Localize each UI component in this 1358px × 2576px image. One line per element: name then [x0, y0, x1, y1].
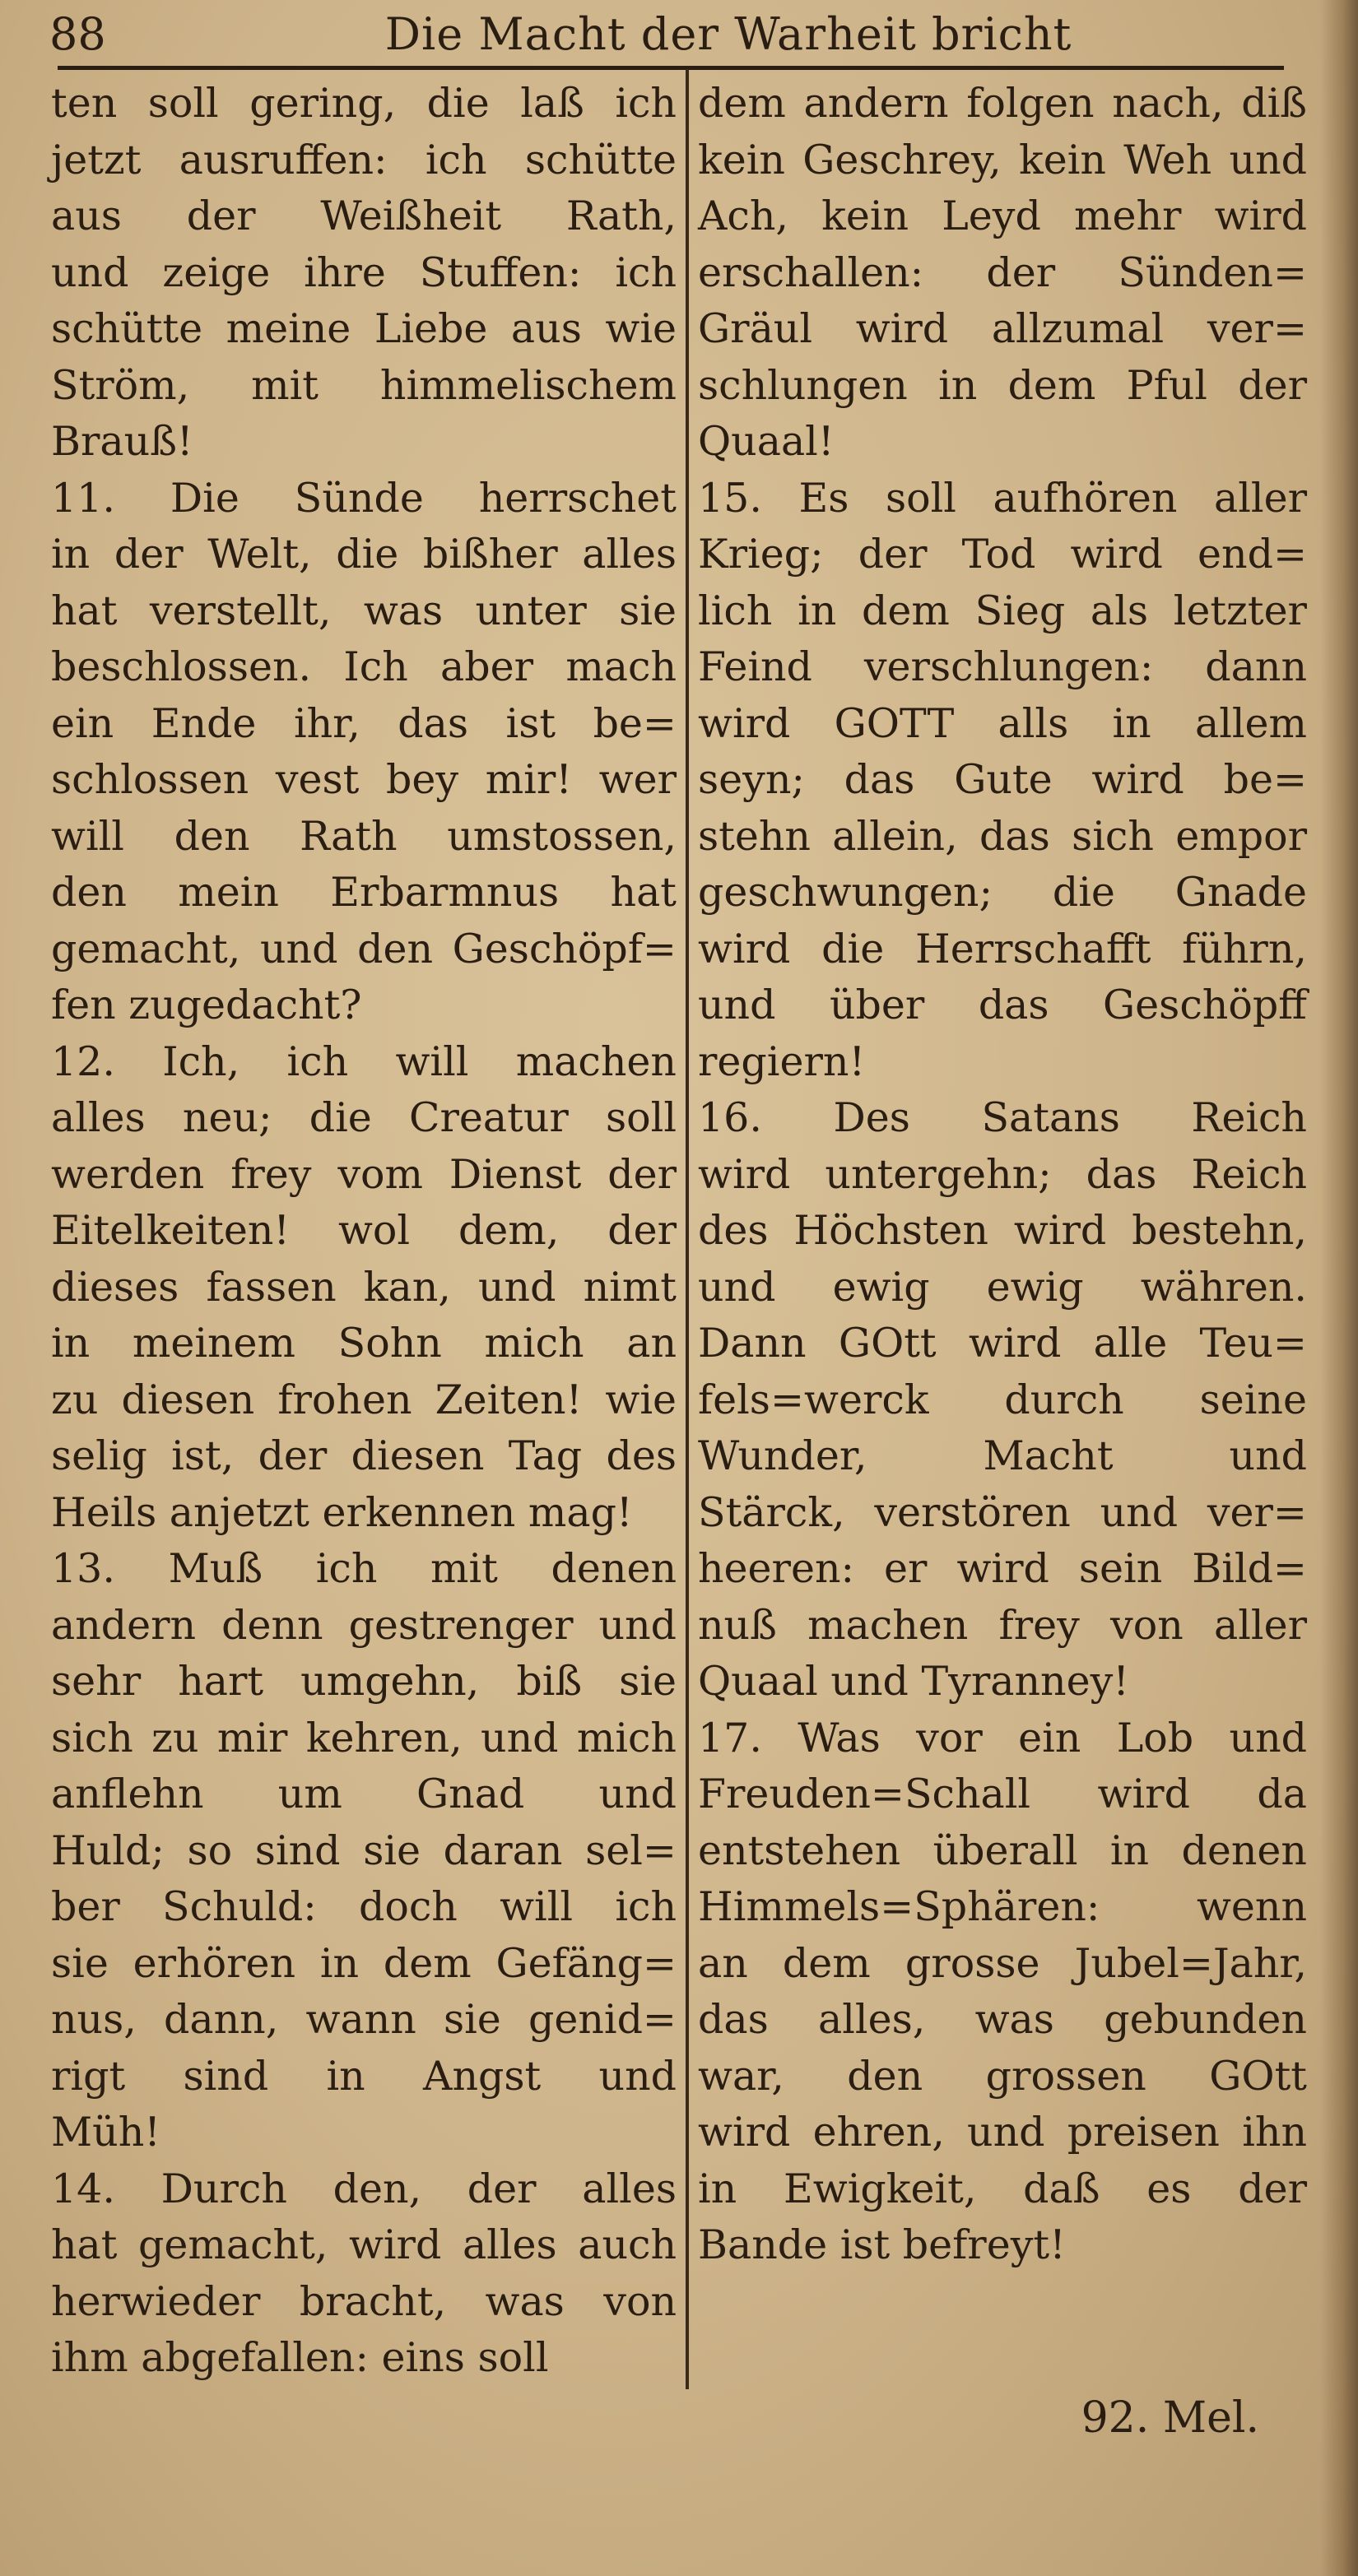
text-line: werden frey vom Dienst der [51, 1150, 677, 1198]
text-line: Heils anjetzt erkennen mag! [51, 1488, 633, 1536]
text-line: den mein Erbarmnus hat [51, 869, 677, 916]
text-line: Brauß! [51, 418, 193, 465]
text-line: fen zugedacht? [51, 982, 362, 1028]
text-line: in der Welt, die bißher alles [51, 531, 677, 578]
text-line: ber Schuld: doch will ich [51, 1883, 677, 1930]
text-line: Stärck, verstören und ver= [698, 1488, 1307, 1536]
text-line: zu diesen frohen Zeiten! wie [51, 1376, 677, 1423]
text-line: nus, dann, wann sie genid= [51, 1996, 677, 2043]
text-line: wird untergehn; das Reich [698, 1150, 1307, 1198]
text-line: Huld; so sind sie daran sel= [51, 1826, 677, 1874]
text-line: sehr hart umgehn, biß sie [51, 1658, 677, 1705]
text-line: herwieder bracht, was von [51, 2277, 677, 2325]
text-line: aus der Weißheit Rath, [51, 193, 677, 239]
text-line: Bande ist befreyt! [698, 2221, 1066, 2268]
text-line: Ach, kein Leyd mehr wird [698, 193, 1307, 239]
text-line: entstehen überall in denen [698, 1826, 1307, 1874]
text-line: und zeige ihre Stuffen: ich [51, 248, 677, 296]
text-line: 12. Ich, ich will machen [51, 1037, 677, 1085]
text-line: Quaal und Tyranney! [698, 1658, 1129, 1705]
text-line: schlungen in dem Pful der [698, 361, 1307, 409]
text-line: schlossen vest bey mir! wer [51, 756, 677, 803]
text-line: Feind verschlungen: dann [698, 643, 1307, 690]
text-line: jetzt ausruffen: ich schütte [51, 136, 677, 183]
text-line: 17. Was vor ein Lob und [698, 1714, 1307, 1761]
text-line: lich in dem Sieg als letzter [698, 587, 1307, 634]
text-line: Gräul wird allzumal ver= [698, 305, 1307, 352]
text-line: stehn allein, das sich empor [698, 812, 1307, 860]
text-line: kein Geschrey, kein Weh und [698, 136, 1307, 183]
header-rule [58, 66, 1284, 70]
column-divider [686, 69, 689, 2389]
text-line: Freuden=Schall wird da [698, 1771, 1307, 1817]
text-line: hat gemacht, wird alles auch [51, 2221, 677, 2268]
right-column [698, 76, 1307, 2274]
catchword: 92. Mel. [1081, 2393, 1259, 2443]
text-line: Himmels=Sphären: wenn [698, 1883, 1307, 1930]
text-line: wird GOTT alls in allem [698, 699, 1307, 747]
text-line: und über das Geschöpff [698, 982, 1307, 1028]
text-line: erschallen: der Sünden= [698, 248, 1307, 296]
page-header [49, 7, 1284, 63]
text-line: andern denn gestrenger und [51, 1601, 677, 1649]
text-line: Dann GOtt wird alle Teu= [698, 1320, 1307, 1367]
text-line: schütte meine Liebe aus wie [51, 305, 677, 352]
text-line: ihm abgefallen: eins soll [51, 2334, 549, 2381]
text-line: hat verstellt, was unter sie [51, 587, 677, 634]
running-title: Die Macht der Warheit bricht [384, 8, 1072, 60]
text-line: beschlossen. Ich aber mach [51, 643, 677, 690]
text-line: Ström, mit himmelischem [51, 361, 677, 409]
text-line: dieses fassen kan, und nimt [51, 1263, 677, 1311]
text-line: 13. Muß ich mit denen [51, 1545, 677, 1592]
text-line: des Höchsten wird bestehn, [698, 1207, 1307, 1254]
text-line: 16. Des Satans Reich [698, 1094, 1307, 1141]
text-line: 14. Durch den, der alles [51, 2165, 677, 2212]
text-line: wird die Herrschafft führn, [698, 925, 1307, 972]
text-line: selig ist, der diesen Tag des [51, 1432, 677, 1479]
page-edge-shadow [1320, 0, 1358, 2576]
text-line: Wunder, Macht und [698, 1432, 1307, 1479]
page-number: 88 [49, 8, 106, 60]
text-line: wird ehren, und preisen ihn [698, 2109, 1307, 2156]
text-line: Krieg; der Tod wird end= [698, 531, 1307, 578]
text-line: dem andern folgen nach, diß [698, 80, 1307, 127]
text-line: sie erhören in dem Gefäng= [51, 1939, 677, 1987]
text-line: anflehn um Gnad und [51, 1771, 677, 1817]
text-line: das alles, was gebunden [698, 1996, 1307, 2043]
text-line: ten soll gering, die laß ich [51, 80, 677, 127]
text-line: 15. Es soll aufhören aller [698, 474, 1307, 522]
text-line: Quaal! [698, 418, 835, 465]
text-line: war, den grossen GOtt [698, 2052, 1307, 2100]
text-line: an dem grosse Jubel=Jahr, [698, 1939, 1307, 1987]
text-line: in meinem Sohn mich an [51, 1320, 677, 1367]
text-line: rigt sind in Angst und [51, 2052, 677, 2100]
text-line: 11. Die Sünde herrschet [51, 474, 677, 522]
text-line: nuß machen frey von aller [698, 1601, 1307, 1649]
text-line: ein Ende ihr, das ist be= [51, 699, 677, 747]
text-line: fels=werck durch seine [698, 1376, 1307, 1423]
text-line: sich zu mir kehren, und mich [51, 1714, 677, 1761]
text-line: Müh! [51, 2109, 160, 2156]
text-line: heeren: er wird sein Bild= [698, 1545, 1307, 1592]
text-line: regiern! [698, 1037, 866, 1085]
text-line: Eitelkeiten! wol dem, der [51, 1207, 677, 1254]
text-line: und ewig ewig währen. [698, 1263, 1307, 1311]
left-column [51, 76, 677, 2387]
text-line: seyn; das Gute wird be= [698, 756, 1307, 803]
text-line: geschwungen; die Gnade [698, 869, 1307, 916]
text-line: in Ewigkeit, daß es der [698, 2165, 1307, 2212]
text-line: gemacht, und den Geschöpf= [51, 925, 677, 972]
text-line: alles neu; die Creatur soll [51, 1094, 677, 1141]
text-line: will den Rath umstossen, [51, 812, 677, 860]
